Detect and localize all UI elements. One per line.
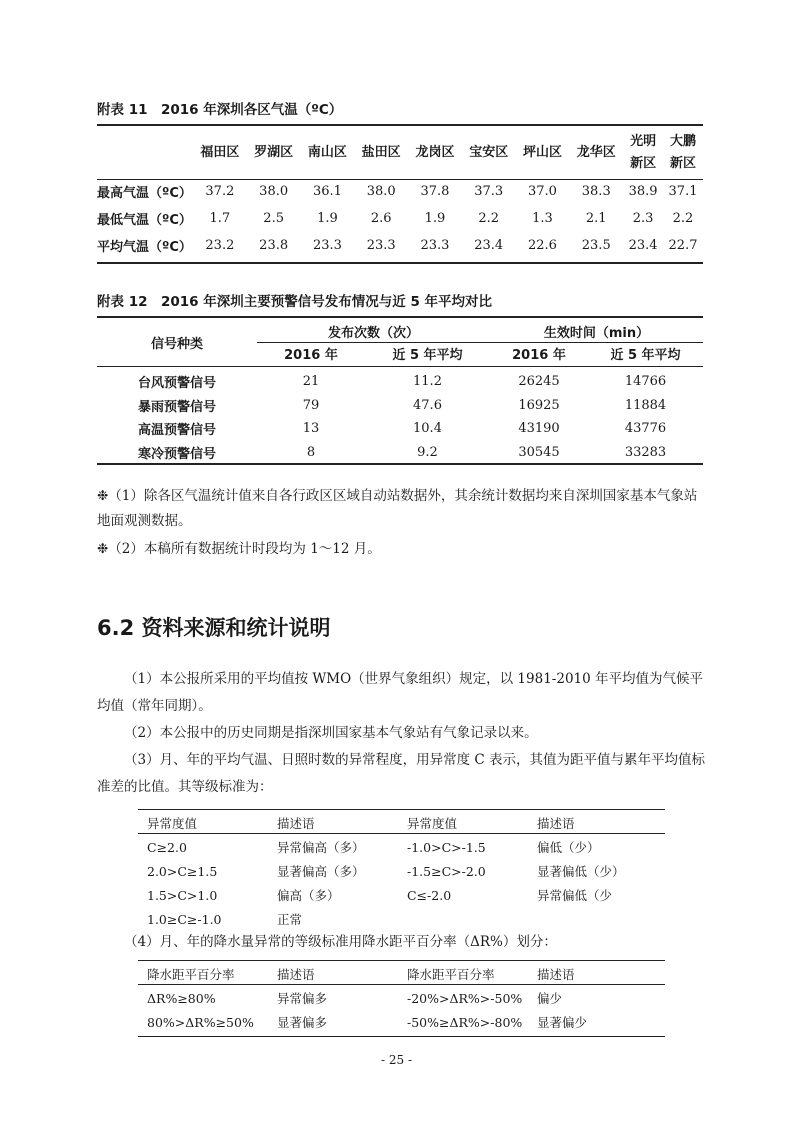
table-cell: 1.7 — [209, 211, 231, 226]
table-cell: 38.3 — [581, 184, 611, 199]
table-row — [138, 1010, 665, 1034]
table-cell: 显著偏多 — [277, 1015, 328, 1030]
table-cell: C≤-2.0 — [407, 887, 452, 903]
table-cell: 37.1 — [668, 184, 698, 199]
table2-count-header: 发布次数（次） — [327, 325, 419, 341]
note-1: ❉（1）除各区气温统计值来自各行政区区域自动站数据外，其余统计数据均来自深圳国家基本气象站地面观测数据。 — [97, 488, 698, 529]
table-cell: 2.3 — [632, 211, 654, 226]
row-label: 寒冷预警信号 — [137, 446, 216, 462]
table-cell: 26245 — [518, 374, 560, 390]
paragraph-3: （3）月、年的平均气温、日照时数的异常程度，用异常度 C 表示，其值为距平值与累年平均值标准差的比值。其等级标准为： — [97, 752, 705, 795]
table2-caption: 附表 12 2016 年深圳主要预警信号发布情况与近 5 年平均对比 — [97, 294, 493, 310]
table-cell: 显著偏高（多） — [277, 864, 365, 879]
table-cell: 14766 — [624, 374, 667, 390]
table1-col-header: 龙岗区 — [415, 145, 455, 160]
table-cell: 37.0 — [528, 184, 557, 199]
table-cell: C≥2.0 — [147, 839, 187, 855]
table-cell: 13 — [302, 421, 320, 437]
note-2: ❉（2）本稿所有数据统计时段均为 1～12 月。 — [97, 541, 381, 557]
table4-header: 描述语 — [537, 967, 575, 982]
table2-time-header: 生效时间（min） — [543, 325, 650, 341]
table-row — [97, 370, 703, 394]
table-cell: 2.6 — [370, 211, 392, 226]
table-cell: -20%>ΔR%>-50% — [407, 990, 523, 1006]
table-cell: 23.3 — [366, 238, 396, 253]
table-cell: 1.0≥C≥-1.0 — [147, 911, 222, 927]
table1 — [97, 128, 703, 259]
table2-mid-rule — [97, 366, 703, 367]
table-cell: 23.8 — [259, 238, 289, 253]
table-row — [138, 907, 665, 931]
table-cell: 2.2 — [672, 211, 694, 226]
table2-sub-rule — [257, 342, 703, 343]
table-cell: 30545 — [518, 444, 560, 460]
paragraph-1: （1）本公报所采用的平均值按 WMO（世界气象组织）规定，以 1981-2010 年平均值为气候平均值（常年同期）。 — [97, 671, 704, 714]
table4-header: 描述语 — [277, 967, 315, 982]
table-cell: 37.3 — [474, 184, 504, 199]
table-cell: 80%>ΔR%≥50% — [147, 1014, 254, 1030]
table-cell: 38.9 — [628, 184, 658, 199]
table-cell: 9.2 — [417, 444, 438, 460]
table1-bottom-rule — [97, 262, 703, 264]
table-row — [97, 394, 703, 418]
table2-sub-header: 2016 年 — [284, 347, 338, 363]
table-cell: 偏高（多） — [277, 888, 340, 903]
table-cell: 22.6 — [528, 238, 557, 253]
table-cell: 2.1 — [585, 211, 607, 226]
table-cell: 23.4 — [628, 238, 658, 253]
table2-top-rule — [97, 316, 703, 318]
table-row — [97, 205, 703, 232]
table-cell: -1.5≥C>-2.0 — [407, 863, 486, 879]
table-cell: 10.4 — [413, 421, 442, 437]
table3-top-rule — [138, 809, 665, 810]
table-cell: 79 — [302, 397, 320, 413]
table-cell: 23.4 — [474, 238, 504, 253]
table-cell: 2.2 — [478, 211, 500, 226]
table-cell: 正常 — [277, 912, 303, 927]
table-cell: 11884 — [624, 397, 667, 413]
table3-mid-rule — [138, 833, 665, 834]
table1-col-header: 大鹏 新区 — [670, 134, 697, 171]
row-label: 高温预警信号 — [137, 423, 216, 439]
table1-col-header: 罗湖区 — [254, 145, 294, 160]
table-row — [97, 441, 703, 465]
table2-bottom-rule — [97, 463, 703, 465]
table1-top-rule — [97, 124, 703, 126]
table-row — [138, 835, 665, 859]
table-cell: 11.2 — [413, 374, 442, 390]
table-row — [97, 178, 703, 205]
table-row — [138, 859, 665, 883]
table-cell — [528, 907, 665, 931]
table-cell: 23.5 — [581, 238, 611, 253]
row-label: 最高气温（ºC） — [97, 186, 192, 201]
table3-header: 描述语 — [277, 816, 315, 831]
table-cell: 异常偏高（多） — [277, 840, 365, 855]
table-cell: 23.3 — [420, 238, 450, 253]
table-cell — [398, 907, 528, 931]
table-cell: 22.7 — [668, 238, 698, 253]
table-cell: 1.9 — [317, 211, 338, 226]
table-cell: 16925 — [518, 397, 560, 413]
table-row — [138, 986, 665, 1010]
table-cell: 1.9 — [424, 211, 446, 226]
table-cell: 37.2 — [205, 184, 235, 199]
page-number: - 25 - — [380, 1053, 412, 1067]
row-label: 最低气温（ºC） — [97, 213, 192, 228]
table-row — [97, 417, 703, 441]
table-cell: 1.5>C>1.0 — [147, 887, 218, 903]
table-cell: 23.3 — [312, 238, 342, 253]
table-cell: 23.2 — [205, 238, 235, 253]
table1-col-header: 盐田区 — [361, 145, 401, 160]
table4-bottom-rule — [138, 1036, 665, 1037]
table1-mid-rule — [97, 179, 703, 180]
table3 — [138, 811, 665, 931]
table-cell: 异常偏低（少 — [537, 888, 613, 903]
table-cell: 显著偏低（少） — [537, 864, 625, 879]
table-cell: 2.0>C≥1.5 — [147, 863, 218, 879]
paragraph-4: （4）月、年的降水量异常的等级标准用降水距平百分率（ΔR%）划分： — [124, 934, 557, 950]
table4-mid-rule — [138, 984, 665, 985]
table-cell: 38.0 — [259, 184, 289, 199]
table2-sub-header: 近 5 年平均 — [392, 347, 463, 363]
row-label: 台风预警信号 — [137, 376, 216, 392]
table4-top-rule — [138, 960, 665, 961]
table-cell: 偏低（少） — [537, 840, 600, 855]
table2-sub-header: 2016 年 — [512, 347, 566, 363]
table-cell: 47.6 — [413, 397, 442, 413]
table4 — [138, 962, 665, 1034]
table3-header: 异常度值 — [407, 816, 458, 831]
table-cell: 2.5 — [263, 211, 284, 226]
table-cell: -1.0>C>-1.5 — [407, 839, 486, 855]
table-cell: 43776 — [624, 421, 667, 437]
table-cell: 43190 — [518, 421, 560, 437]
table-row — [97, 232, 703, 259]
table-cell: 21 — [302, 374, 320, 390]
table-cell: ΔR%≥80% — [147, 990, 216, 1006]
table1-col-header: 宝安区 — [469, 145, 509, 160]
section-title: 6.2 资料来源和统计说明 — [97, 616, 331, 640]
table2-type-header: 信号种类 — [150, 336, 203, 352]
table4-header: 降水距平百分率 — [147, 967, 235, 982]
table4-header: 降水距平百分率 — [407, 967, 495, 982]
table1-corner — [97, 128, 193, 178]
paragraph-2: （2）本公报中的历史同期是指深圳国家基本气象站有气象记录以来。 — [124, 725, 538, 741]
table-cell: 8 — [306, 444, 316, 460]
table-cell: 显著偏少 — [537, 1015, 588, 1030]
table-cell: -50%≥ΔR%>-80% — [407, 1014, 523, 1030]
table2-sub-header: 近 5 年平均 — [610, 347, 681, 363]
row-label: 平均气温（ºC） — [97, 240, 192, 255]
table1-caption: 附表 11 2016 年深圳各区气温（ºC） — [97, 102, 343, 118]
table-cell: 异常偏多 — [277, 991, 328, 1006]
table1-col-header: 龙华区 — [576, 145, 616, 160]
table1-col-header: 南山区 — [307, 145, 347, 160]
table-cell: 38.0 — [366, 184, 396, 199]
table1-col-header: 福田区 — [200, 145, 240, 160]
table1-col-header: 光明 新区 — [630, 134, 657, 171]
table-row — [138, 883, 665, 907]
table-cell: 33283 — [624, 444, 667, 460]
table-cell: 1.3 — [532, 211, 553, 226]
table1-header-row — [97, 128, 703, 178]
table-cell: 36.1 — [312, 184, 342, 199]
table3-header: 异常度值 — [147, 816, 198, 831]
table-cell: 偏少 — [537, 991, 563, 1006]
table3-header: 描述语 — [537, 816, 575, 831]
table-cell: 37.8 — [420, 184, 450, 199]
row-label: 暴雨预警信号 — [137, 399, 216, 415]
table1-col-header: 坪山区 — [522, 145, 562, 160]
